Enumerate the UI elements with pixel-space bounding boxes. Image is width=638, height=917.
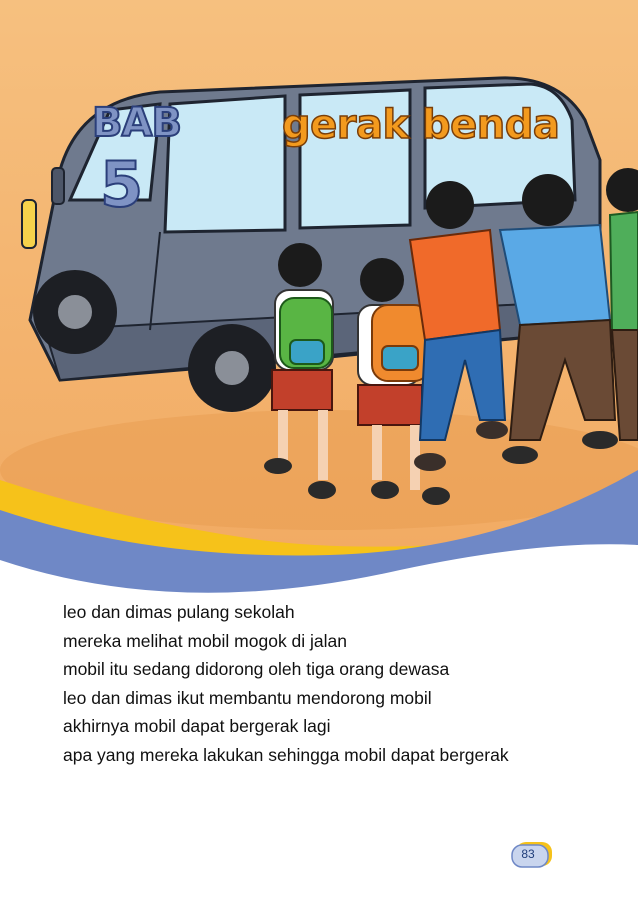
story-line: leo dan dimas ikut membantu mendorong mobil: [63, 687, 432, 708]
story-line: mereka melihat mobil mogok di jalan: [63, 630, 348, 651]
chapter-title: gerak benda: [282, 102, 560, 148]
story-line: mobil itu sedang didorong oleh tiga orang dewasa: [63, 659, 450, 679]
story-line: apa yang mereka lakukan sehingga mobil dapat bergerak: [63, 744, 509, 765]
story-line: akhirnya mobil dapat bergerak lagi: [63, 716, 331, 736]
story-text: [63, 598, 583, 769]
chapter-label: BAB: [92, 100, 181, 146]
page-number: 83: [521, 847, 535, 861]
story-line: leo dan dimas pulang sekolah: [63, 602, 295, 622]
chapter-number: 5: [100, 148, 143, 221]
